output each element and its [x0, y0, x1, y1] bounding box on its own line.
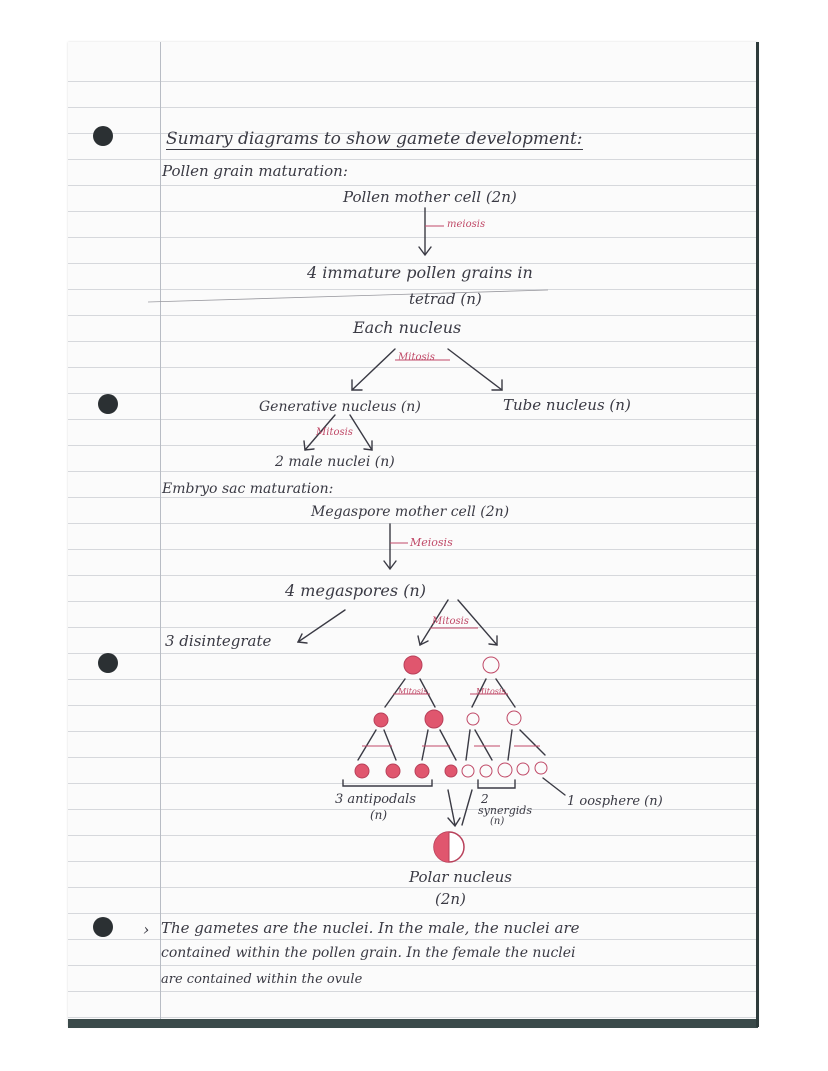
arrow-meiosis-pollen [419, 208, 444, 255]
megaspore-surviving-filled [404, 656, 422, 674]
cell-l2-4 [507, 711, 521, 725]
immature-pollen-line2: tetrad (n) [409, 290, 482, 308]
three-disintegrate: 3 disintegrate [165, 632, 272, 650]
male-nuclei: 2 male nuclei (n) [275, 454, 395, 470]
bullet-chevron: › [143, 920, 150, 939]
pollen-meiosis-label: meiosis [447, 219, 486, 230]
mitosis-small-1: Mitosis [398, 687, 428, 696]
pollen-mitosis-label: Mitosis [398, 352, 435, 363]
generative-nucleus: Generative nucleus (n) [259, 399, 421, 415]
arrows-to-polar [448, 790, 472, 826]
arrow-to-tube [448, 349, 502, 390]
stray-pencil-line [148, 290, 548, 302]
arrows-level-3 [358, 730, 545, 760]
polar-nucleus-label: Polar nucleus [409, 868, 512, 886]
megaspore-mitosis-label: Mitosis [432, 616, 469, 627]
synergid-1 [480, 765, 492, 777]
antipodal-3 [415, 764, 429, 778]
synergids-count: 2 [481, 792, 489, 806]
tube-nucleus: Tube nucleus (n) [503, 396, 631, 414]
cells [355, 656, 547, 778]
immature-pollen-line1: 4 immature pollen grains in [307, 263, 533, 282]
antipodals-ploidy: (n) [370, 808, 388, 822]
each-nucleus: Each nucleus [353, 318, 462, 337]
antipodal-2 [386, 764, 400, 778]
cell-l2-3 [467, 713, 479, 725]
synergids-label: synergids [478, 804, 532, 817]
extra-cell [535, 762, 547, 774]
summary-line-1: The gametes are the nuclei. In the male, the nuclei are [161, 919, 580, 937]
oosphere-cell [517, 763, 529, 775]
summary-line-2: contained within the pollen grain. In the female the nuclei [161, 945, 576, 961]
polar-nucleus-cell [434, 832, 464, 862]
megaspore-mother-cell: Megaspore mother cell (2n) [311, 504, 510, 520]
oosphere-label: 1 oosphere (n) [567, 794, 663, 809]
page-title: Sumary diagrams to show gamete development: [166, 129, 583, 149]
synergid-2 [498, 763, 512, 777]
arrow-to-disintegrate [298, 610, 345, 643]
cell-l2-1 [374, 713, 388, 727]
four-megaspores: 4 megaspores (n) [285, 581, 426, 600]
embryo-heading: Embryo sac maturation: [162, 481, 334, 497]
polar-nucleus-ploidy: (2n) [435, 890, 466, 908]
arrow-meiosis-embryo [384, 524, 408, 569]
summary-line-3: are contained within the ovule [161, 972, 363, 987]
pollen-heading: Pollen grain maturation: [162, 162, 348, 180]
generative-mitosis-label: Mitosis [316, 427, 353, 438]
antipodal-1 [355, 764, 369, 778]
embryo-meiosis-label: Meiosis [410, 536, 453, 549]
mitosis-small-2: Mitosis [476, 687, 506, 696]
cell-l2-2 [425, 710, 443, 728]
pollen-mother-cell: Pollen mother cell (2n) [343, 188, 517, 206]
synergids-ploidy: (n) [490, 816, 505, 827]
antipodals-label: 3 antipodals [335, 792, 416, 807]
polar-cell-2 [462, 765, 474, 777]
polar-cell-1 [445, 765, 457, 777]
megaspore-surviving-open [483, 657, 499, 673]
